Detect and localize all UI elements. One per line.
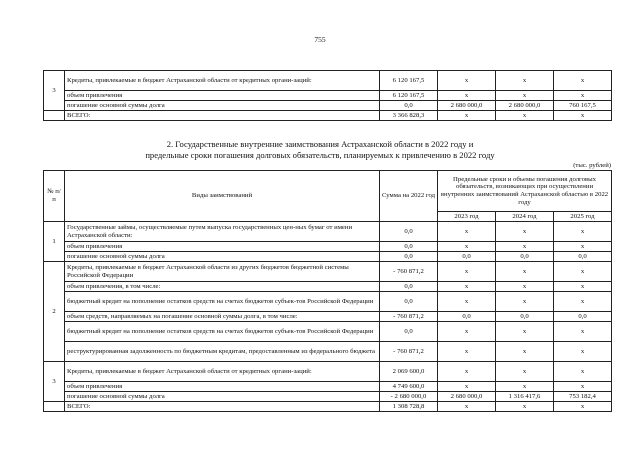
row-name: Кредиты, привлекаемые в бюджет Астраханской области от кредитных органи-заций: [65, 362, 380, 382]
row-2024: х [496, 262, 554, 282]
page-number: 755 [314, 35, 326, 44]
table-row [44, 382, 612, 392]
row-2023: х [438, 282, 496, 292]
row-sum: 0,0 [380, 282, 438, 292]
row-2023: х [438, 262, 496, 282]
section-heading-line1: 2. Государственные внутренние заимствования Астраханской области в 2022 году и [166, 139, 474, 149]
row-2023: х [438, 342, 496, 362]
row-sum: 0,0 [380, 222, 438, 242]
section-heading-line2: предельные сроки погашения долговых обязательств, планируемых к привлечению в 2022 году [145, 149, 495, 160]
section-heading [0, 139, 640, 160]
row-2025: 0,0 [554, 252, 612, 262]
row-name: Кредиты, привлекаемые в бюджет Астраханской области от кредитных органи-заций: [65, 71, 380, 91]
row-2024: х [496, 111, 554, 121]
row-2024: х [496, 91, 554, 101]
row-2025: 0,0 [554, 312, 612, 322]
borrowings-table [43, 170, 612, 412]
header-kind: Виды заимствований [65, 171, 380, 222]
row-2025: х [554, 362, 612, 382]
table-row [44, 252, 612, 262]
row-2023: х [438, 402, 496, 412]
row-name: объем привлечения [65, 382, 380, 392]
row-2023: 2 680 000,0 [438, 101, 496, 111]
row-2025: х [554, 111, 612, 121]
row-2023: х [438, 362, 496, 382]
row-2023: х [438, 292, 496, 312]
table-row [44, 262, 612, 282]
row-name: объем привлечения, в том числе: [65, 282, 380, 292]
row-2024: х [496, 362, 554, 382]
row-2025: х [554, 222, 612, 242]
row-2024: х [496, 71, 554, 91]
table-row [44, 392, 612, 402]
row-2024: х [496, 292, 554, 312]
row-number: 3 [44, 362, 65, 402]
row-2025: х [554, 282, 612, 292]
row-2024: х [496, 402, 554, 412]
row-2025: х [554, 342, 612, 362]
row-name: Государственные займы, осуществляемые путем выпуска государственных цен-ных бумаг от имени Астраханской области: [65, 222, 380, 242]
row-name: объем привлечения [65, 242, 380, 252]
row-sum: 0,0 [380, 101, 438, 111]
table-row [44, 292, 612, 312]
row-2024: 0,0 [496, 252, 554, 262]
header-2024: 2024 год [496, 212, 554, 222]
header-limits: Предельные сроки и объемы погашения долговых обязательств, возникающих при осуществлении внутренних заимствований Астраханской областью в 2022 году [438, 171, 612, 212]
row-sum: 6 120 167,5 [380, 71, 438, 91]
table-row [44, 312, 612, 322]
row-2023: х [438, 242, 496, 252]
row-number: 1 [44, 222, 65, 262]
row-2024: х [496, 322, 554, 342]
header-sum: Сумма на 2022 год [380, 171, 438, 222]
row-name: ВСЕГО: [65, 402, 380, 412]
header-num: № п/п [44, 171, 65, 222]
row-2023: х [438, 322, 496, 342]
row-2024: 1 316 417,6 [496, 392, 554, 402]
row-name: объем средств, направляемых на погашение основной суммы долга, в том числе: [65, 312, 380, 322]
row-sum: 4 749 600,0 [380, 382, 438, 392]
row-sum: 3 366 828,3 [380, 111, 438, 121]
row-sum: 0,0 [380, 252, 438, 262]
table-row [44, 91, 612, 101]
continuation-table [43, 70, 612, 121]
table-row [44, 322, 612, 342]
row-2024: х [496, 342, 554, 362]
row-2024: 0,0 [496, 312, 554, 322]
row-2024: х [496, 242, 554, 252]
row-name: объем привлечения [65, 91, 380, 101]
header-2023: 2023 год [438, 212, 496, 222]
row-2023: 0,0 [438, 312, 496, 322]
row-2025: х [554, 262, 612, 282]
row-2023: х [438, 111, 496, 121]
header-2025: 2025 год [554, 212, 612, 222]
row-2025: х [554, 402, 612, 412]
row-2025: 753 182,4 [554, 392, 612, 402]
row-2025: х [554, 322, 612, 342]
row-2024: х [496, 222, 554, 242]
row-name: погашение основной суммы долга [65, 252, 380, 262]
row-2023: х [438, 382, 496, 392]
row-sum: - 760 871,2 [380, 312, 438, 322]
row-2023: х [438, 71, 496, 91]
row-name: погашение основной суммы долга [65, 101, 380, 111]
row-2024: 2 680 000,0 [496, 101, 554, 111]
row-name: ВСЕГО: [65, 111, 380, 121]
row-2025: х [554, 91, 612, 101]
row-2023: х [438, 91, 496, 101]
row-sum: 6 120 167,5 [380, 91, 438, 101]
row-2025: х [554, 71, 612, 91]
row-name: Кредиты, привлекаемые в бюджет Астраханской области из других бюджетов бюджетной системы Российской Федерации [65, 262, 380, 282]
table-row-total [44, 402, 612, 412]
row-name: реструктурированная задолженность по бюджетным кредитам, предоставленным из федерального бюджета [65, 342, 380, 362]
row-2025: х [554, 382, 612, 392]
row-sum: - 760 871,2 [380, 262, 438, 282]
row-2025: х [554, 242, 612, 252]
table-row-total [44, 111, 612, 121]
row-sum: 0,0 [380, 322, 438, 342]
row-2023: 2 680 000,0 [438, 392, 496, 402]
row-sum: 0,0 [380, 242, 438, 252]
row-sum: 2 069 600,0 [380, 362, 438, 382]
table-row [44, 222, 612, 242]
row-number: 2 [44, 262, 65, 362]
row-name: погашение основной суммы долга [65, 392, 380, 402]
row-name: бюджетный кредит на пополнение остатков средств на счетах бюджетов субъек-тов Российской Федерации [65, 322, 380, 342]
row-2023: х [438, 222, 496, 242]
table-row [44, 282, 612, 292]
row-2023: 0,0 [438, 252, 496, 262]
row-2025: 760 167,5 [554, 101, 612, 111]
row-2024: х [496, 382, 554, 392]
table-row [44, 101, 612, 111]
row-sum: 0,0 [380, 292, 438, 312]
row-name: бюджетный кредит на пополнение остатков средств на счетах бюджетов субъек-тов Российской Федерации [65, 292, 380, 312]
table-row [44, 242, 612, 252]
units-label: (тыс. рублей) [573, 162, 611, 169]
row-sum: - 2 680 000,0 [380, 392, 438, 402]
row-sum: 1 308 728,8 [380, 402, 438, 412]
table-row [44, 71, 612, 91]
table-row [44, 342, 612, 362]
row-2024: х [496, 282, 554, 292]
row-number: 3 [44, 71, 65, 111]
row-2025: х [554, 292, 612, 312]
table-row [44, 362, 612, 382]
row-sum: - 760 871,2 [380, 342, 438, 362]
